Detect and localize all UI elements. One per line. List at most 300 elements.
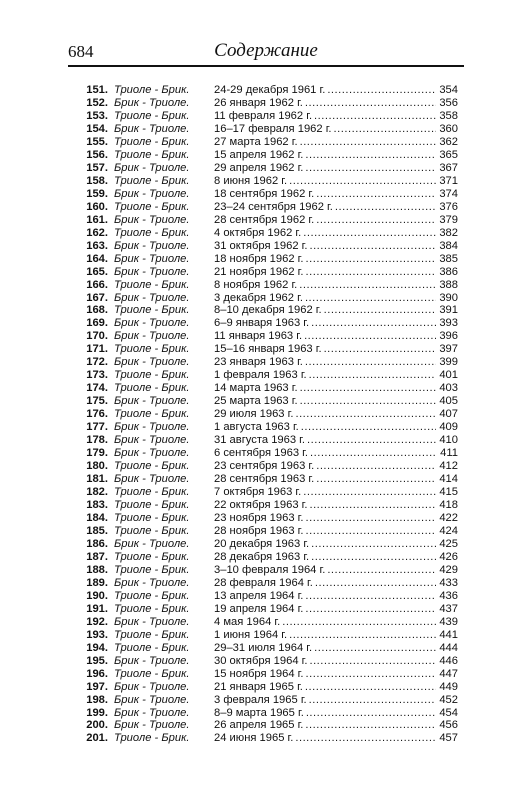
entry-date: 1 июня 1964 г.: [214, 628, 288, 641]
entry-date: 24-29 декабря 1961 г.: [214, 84, 326, 96]
entry-date: 11 февраля 1962 г.: [214, 109, 313, 122]
dot-leader: [312, 110, 436, 123]
page-number: 684: [68, 42, 94, 61]
entry-page-number: 409: [439, 421, 458, 434]
entry-date: 28 февраля 1964 г.: [214, 576, 313, 589]
entry-date: 4 мая 1964 г.: [214, 615, 281, 628]
toc-entry: [78, 214, 458, 227]
entry-number: 173.: [86, 369, 108, 382]
dot-leader: [314, 460, 436, 473]
dot-leader: [307, 499, 436, 512]
entry-page-number: 436: [439, 589, 458, 602]
entry-date: 29–31 июля 1964 г.: [214, 641, 313, 654]
dot-leader: [304, 668, 437, 681]
entry-page-number: 385: [439, 252, 458, 265]
dot-leader: [298, 136, 436, 149]
toc-entry: [78, 434, 458, 447]
dot-leader: [303, 162, 436, 175]
dot-leader: [303, 97, 436, 110]
toc-entry: [78, 616, 458, 629]
dot-leader: [293, 732, 436, 745]
entry-date: 22 октября 1963 г.: [214, 499, 308, 511]
entry-number: 169.: [86, 317, 108, 330]
entry-page-number: 379: [439, 213, 458, 226]
entry-correspondents: Брик - Триоле.: [114, 213, 190, 226]
entry-date: 23–24 сентября 1962 г.: [214, 200, 333, 213]
entry-date: 31 августа 1963 г.: [214, 434, 306, 447]
entry-correspondents: Брик - Триоле.: [114, 187, 190, 200]
entry-number: 165.: [86, 265, 108, 278]
dot-leader: [304, 266, 437, 279]
dot-leader: [303, 356, 436, 369]
entry-correspondents: Брик - Триоле.: [114, 576, 190, 589]
entry-correspondents: Триоле - Брик.: [114, 667, 190, 680]
entry-number: 183.: [86, 499, 108, 511]
toc-entry: [78, 97, 458, 110]
dot-leader: [333, 201, 436, 214]
entry-number: 154.: [86, 122, 108, 135]
entry-date: 23 сентября 1963 г.: [214, 460, 315, 473]
entry-date: 28 сентября 1963 г.: [214, 473, 315, 486]
dot-leader: [303, 590, 436, 603]
entry-date: 27 марта 1962 г.: [214, 135, 298, 148]
entry-correspondents: Брик - Триоле.: [114, 265, 190, 278]
entry-date: 13 апреля 1964 г.: [214, 589, 304, 602]
toc-entry: [78, 525, 458, 538]
entry-number: 167.: [86, 291, 108, 304]
entry-date: 21 ноября 1962 г.: [214, 265, 304, 278]
entry-number: 178.: [86, 434, 108, 447]
dot-leader: [303, 292, 436, 305]
dot-leader: [304, 707, 436, 720]
entry-date: 25 марта 1963 г.: [214, 395, 298, 408]
entry-correspondents: Брик - Триоле.: [114, 122, 190, 135]
toc-entry: [78, 240, 458, 253]
dot-leader: [322, 304, 436, 317]
dot-leader: [307, 694, 436, 707]
entry-number: 199.: [86, 706, 108, 719]
entry-correspondents: Триоле - Брик.: [114, 343, 190, 356]
entry-correspondents: Триоле - Брик.: [114, 486, 190, 499]
entry-page-number: 447: [439, 667, 458, 680]
entry-page-number: 360: [439, 122, 458, 135]
entry-date: 7 октября 1963 г.: [214, 486, 302, 499]
entry-page-number: 403: [439, 382, 458, 395]
entry-date: 24 июня 1965 г.: [214, 732, 294, 745]
entry-correspondents: Брик - Триоле.: [114, 96, 190, 109]
entry-page-number: 425: [439, 537, 458, 550]
entry-number: 168.: [86, 304, 108, 317]
entry-number: 184.: [86, 511, 108, 524]
entry-correspondents: Брик - Триоле.: [114, 317, 190, 330]
entry-page-number: 374: [439, 187, 458, 200]
entry-correspondents: Брик - Триоле.: [114, 291, 190, 304]
entry-page-number: 391: [439, 304, 458, 317]
toc-entry: [78, 110, 458, 123]
dot-leader: [307, 369, 436, 382]
entry-correspondents: Триоле - Брик.: [114, 148, 190, 161]
entry-date: 20 декабря 1963 г.: [214, 537, 310, 550]
entry-date: 18 сентября 1962 г.: [214, 187, 315, 200]
entry-number: 187.: [86, 550, 108, 563]
entry-correspondents: Триоле - Брик.: [114, 589, 190, 602]
toc-entry: [78, 538, 458, 551]
entry-correspondents: Триоле - Брик.: [114, 524, 190, 537]
toc-entry: [78, 486, 458, 499]
entry-correspondents: Триоле - Брик.: [114, 135, 190, 148]
toc-entry: [78, 330, 458, 343]
toc-entry: [78, 162, 458, 175]
toc-entry: [78, 84, 458, 97]
dot-leader: [305, 434, 436, 447]
entry-page-number: 437: [439, 602, 458, 615]
entry-page-number: 376: [439, 200, 458, 213]
entry-correspondents: Триоле - Брик.: [114, 408, 190, 421]
dot-leader: [280, 616, 436, 629]
toc-entry: [78, 499, 458, 512]
entry-date: 26 апреля 1965 г.: [214, 719, 304, 732]
entry-page-number: 454: [439, 706, 458, 719]
toc-entry: [78, 317, 458, 330]
entry-page-number: 410: [439, 434, 458, 447]
entry-number: 190.: [86, 589, 108, 602]
toc-entry: [78, 149, 458, 162]
entry-correspondents: Брик - Триоле.: [114, 473, 190, 486]
dot-leader: [304, 512, 437, 525]
toc-entry: [78, 266, 458, 279]
entry-correspondents: Брик - Триоле.: [114, 434, 190, 447]
entry-page-number: 390: [439, 291, 458, 304]
toc-entry: [78, 655, 458, 668]
entry-page-number: 365: [439, 148, 458, 161]
entry-page-number: 414: [439, 473, 458, 486]
entry-date: 23 января 1963 г.: [214, 356, 303, 369]
entry-number: 179.: [86, 447, 108, 460]
toc-entry: [78, 382, 458, 395]
entry-page-number: 356: [439, 96, 458, 109]
entry-number: 161.: [86, 213, 108, 226]
toc-entry: [78, 447, 458, 460]
entry-date: 11 января 1963 г.: [214, 330, 303, 343]
entry-number: 186.: [86, 537, 108, 550]
dot-leader: [309, 551, 436, 564]
dot-leader: [307, 240, 436, 253]
dot-leader: [293, 408, 436, 421]
toc-entry: [78, 279, 458, 292]
entry-correspondents: Брик - Триоле.: [114, 395, 190, 408]
entry-date: 28 сентября 1962 г.: [214, 213, 315, 226]
entry-number: 170.: [86, 330, 108, 343]
entry-date: 14 марта 1963 г.: [214, 382, 298, 395]
toc-entry: [78, 642, 458, 655]
entry-correspondents: Брик - Триоле.: [114, 252, 190, 265]
toc-entry: [78, 343, 458, 356]
entry-page-number: 412: [439, 460, 458, 473]
dot-leader: [303, 681, 436, 694]
toc-entry: [78, 551, 458, 564]
toc-entry: [78, 304, 458, 317]
entry-number: 171.: [86, 343, 108, 356]
dot-leader: [303, 603, 436, 616]
entry-number: 162.: [86, 226, 108, 239]
dot-leader: [303, 149, 436, 162]
dot-leader: [322, 343, 436, 356]
entry-correspondents: Триоле - Брик.: [114, 550, 190, 563]
entry-correspondents: Триоле - Брик.: [114, 304, 190, 317]
entry-date: 29 апреля 1962 г.: [214, 161, 304, 174]
entry-date: 28 декабря 1963 г.: [214, 550, 310, 563]
toc-entry: [78, 512, 458, 525]
dot-leader: [301, 486, 436, 499]
dot-leader: [301, 227, 436, 240]
entry-number: 192.: [86, 615, 108, 628]
entry-number: 180.: [86, 460, 108, 473]
entry-correspondents: Триоле - Брик.: [114, 511, 190, 524]
entry-date: 3 декабря 1962 г.: [214, 291, 303, 304]
entry-number: 157.: [86, 161, 108, 174]
dot-leader: [332, 123, 436, 136]
table-of-contents: [78, 84, 458, 745]
entry-number: 188.: [86, 563, 108, 576]
entry-date: 16–17 февраля 1962 г.: [214, 122, 332, 135]
entry-page-number: 397: [439, 343, 458, 356]
entry-date: 15 ноября 1964 г.: [214, 667, 304, 680]
dot-leader: [314, 473, 436, 486]
entry-correspondents: Брик - Триоле.: [114, 447, 190, 460]
dot-leader: [287, 629, 436, 642]
entry-correspondents: Триоле - Брик.: [114, 84, 190, 96]
page-title: Содержание: [214, 40, 318, 61]
entry-date: 21 января 1965 г.: [214, 680, 303, 693]
entry-page-number: 362: [439, 135, 458, 148]
entry-number: 163.: [86, 239, 108, 252]
dot-leader: [297, 279, 436, 292]
toc-entry: [78, 603, 458, 616]
dot-leader: [307, 655, 436, 668]
entry-number: 197.: [86, 680, 108, 693]
dot-leader: [299, 421, 436, 434]
entry-correspondents: Триоле - Брик.: [114, 602, 190, 615]
entry-correspondents: Триоле - Брик.: [114, 174, 190, 187]
entry-page-number: 429: [439, 563, 458, 576]
entry-page-number: 415: [439, 486, 458, 499]
entry-date: 8 ноября 1962 г.: [214, 278, 298, 291]
entry-number: 156.: [86, 148, 108, 161]
entry-correspondents: Триоле - Брик.: [114, 200, 190, 213]
entry-page-number: 422: [439, 511, 458, 524]
entry-number: 152.: [86, 96, 108, 109]
entry-page-number: 396: [439, 330, 458, 343]
entry-correspondents: Триоле - Брик.: [114, 460, 190, 473]
toc-entry: [78, 694, 458, 707]
entry-correspondents: Триоле - Брик.: [114, 499, 190, 511]
toc-entry: [78, 421, 458, 434]
toc-entry: [78, 629, 458, 642]
dot-leader: [304, 525, 437, 538]
toc-entry: [78, 292, 458, 305]
entry-number: 193.: [86, 628, 108, 641]
entry-number: 155.: [86, 135, 108, 148]
dot-leader: [325, 84, 436, 97]
toc-entry: [78, 707, 458, 720]
entry-page-number: 444: [439, 641, 458, 654]
toc-entry: [78, 253, 458, 266]
entry-page-number: 449: [439, 680, 458, 693]
dot-leader: [313, 577, 436, 590]
entry-page-number: 418: [439, 499, 458, 511]
entry-number: 153.: [86, 109, 108, 122]
entry-number: 198.: [86, 693, 108, 706]
entry-date: 29 июля 1963 г.: [214, 408, 294, 421]
entry-correspondents: Брик - Триоле.: [114, 239, 190, 252]
entry-number: 160.: [86, 200, 108, 213]
entry-correspondents: Триоле - Брик.: [114, 226, 190, 239]
toc-entry: [78, 564, 458, 577]
toc-entry: [78, 681, 458, 694]
entry-page-number: 401: [439, 369, 458, 382]
entry-page-number: 441: [439, 628, 458, 641]
dot-leader: [308, 447, 436, 460]
toc-entry: [78, 201, 458, 214]
entry-date: 23 ноября 1963 г.: [214, 511, 304, 524]
entry-number: 194.: [86, 641, 108, 654]
toc-entry: [78, 408, 458, 421]
entry-page-number: 382: [439, 226, 458, 239]
entry-number: 164.: [86, 252, 108, 265]
dot-leader: [314, 188, 436, 201]
dot-leader: [304, 253, 437, 266]
toc-entry: [78, 577, 458, 590]
entry-page-number: 424: [439, 524, 458, 537]
entry-number: 177.: [86, 421, 108, 434]
toc-entry: [78, 136, 458, 149]
toc-entry: [78, 227, 458, 240]
entry-number: 151.: [86, 84, 108, 96]
entry-correspondents: Брик - Триоле.: [114, 693, 190, 706]
entry-correspondents: Триоле - Брик.: [114, 369, 190, 382]
entry-page-number: 446: [439, 654, 458, 667]
toc-entry: [78, 590, 458, 603]
entry-page-number: 411: [440, 447, 458, 460]
entry-date: 26 января 1962 г.: [214, 96, 303, 109]
entry-page-number: 384: [439, 239, 458, 252]
entry-page-number: 457: [439, 732, 458, 745]
entry-date: 6 сентября 1963 г.: [214, 447, 308, 460]
entry-number: 158.: [86, 174, 108, 187]
entry-number: 172.: [86, 356, 108, 369]
entry-date: 31 октября 1962 г.: [214, 239, 308, 252]
dot-leader: [303, 719, 436, 732]
entry-page-number: 405: [439, 395, 458, 408]
entry-page-number: 354: [439, 84, 458, 96]
entry-correspondents: Брик - Триоле.: [114, 537, 190, 550]
entry-number: 175.: [86, 395, 108, 408]
entry-number: 176.: [86, 408, 108, 421]
entry-number: 200.: [86, 719, 108, 732]
toc-entry: [78, 473, 458, 486]
entry-correspondents: Триоле - Брик.: [114, 641, 190, 654]
entry-page-number: 426: [439, 550, 458, 563]
entry-page-number: 399: [439, 356, 458, 369]
entry-page-number: 393: [439, 317, 458, 330]
toc-entry: [78, 668, 458, 681]
entry-number: 159.: [86, 187, 108, 200]
entry-date: 6–9 января 1963 г.: [214, 317, 310, 330]
entry-date: 19 апреля 1964 г.: [214, 602, 304, 615]
dot-leader: [302, 330, 436, 343]
entry-correspondents: Триоле - Брик.: [114, 732, 190, 745]
entry-number: 196.: [86, 667, 108, 680]
entry-number: 191.: [86, 602, 108, 615]
toc-entry: [78, 460, 458, 473]
toc-entry: [78, 732, 458, 745]
entry-date: 15 апреля 1962 г.: [214, 148, 304, 161]
dot-leader: [287, 175, 436, 188]
entry-correspondents: Брик - Триоле.: [114, 680, 190, 693]
entry-date: 3 февраля 1965 г.: [214, 693, 307, 706]
entry-number: 182.: [86, 486, 108, 499]
dot-leader: [325, 564, 436, 577]
toc-entry: [78, 369, 458, 382]
entry-page-number: 452: [439, 693, 458, 706]
entry-correspondents: Брик - Триоле.: [114, 330, 190, 343]
entry-page-number: 456: [439, 719, 458, 732]
entry-correspondents: Триоле - Брик.: [114, 563, 190, 576]
entry-page-number: 386: [439, 265, 458, 278]
entry-number: 174.: [86, 382, 108, 395]
entry-date: 8–10 декабря 1962 г.: [214, 304, 322, 317]
entry-number: 185.: [86, 524, 108, 537]
toc-entry: [78, 123, 458, 136]
entry-number: 201.: [86, 732, 108, 745]
entry-correspondents: Триоле - Брик.: [114, 382, 190, 395]
toc-entry: [78, 188, 458, 201]
entry-date: 3–10 февраля 1964 г.: [214, 563, 326, 576]
entry-number: 166.: [86, 278, 108, 291]
entry-correspondents: Триоле - Брик.: [114, 109, 190, 122]
entry-page-number: 388: [439, 278, 458, 291]
entry-date: 8–9 марта 1965 г.: [214, 706, 304, 719]
entry-page-number: 407: [439, 408, 458, 421]
entry-date: 28 ноября 1963 г.: [214, 524, 304, 537]
entry-correspondents: Брик - Триоле.: [114, 654, 190, 667]
entry-correspondents: Брик - Триоле.: [114, 615, 190, 628]
entry-page-number: 367: [439, 161, 458, 174]
entry-correspondents: Брик - Триоле.: [114, 161, 190, 174]
entry-date: 15–16 января 1963 г.: [214, 343, 322, 356]
entry-correspondents: Триоле - Брик.: [114, 278, 190, 291]
dot-leader: [314, 214, 436, 227]
entry-correspondents: Триоле - Брик.: [114, 628, 190, 641]
toc-entry: [78, 395, 458, 408]
dot-leader: [298, 382, 436, 395]
header-rule: [68, 65, 464, 67]
toc-entry: [78, 175, 458, 188]
dot-leader: [312, 642, 436, 655]
toc-entry: [78, 719, 458, 732]
entry-correspondents: Брик - Триоле.: [114, 421, 190, 434]
entry-date: 30 октября 1964 г.: [214, 654, 308, 667]
dot-leader: [309, 317, 436, 330]
entry-page-number: 371: [439, 174, 458, 187]
entry-date: 4 октября 1962 г.: [214, 226, 302, 239]
dot-leader: [298, 395, 436, 408]
entry-number: 189.: [86, 576, 108, 589]
toc-entry: [78, 356, 458, 369]
entry-correspondents: Брик - Триоле.: [114, 719, 190, 732]
entry-date: 1 августа 1963 г.: [214, 421, 299, 434]
entry-number: 181.: [86, 473, 108, 486]
